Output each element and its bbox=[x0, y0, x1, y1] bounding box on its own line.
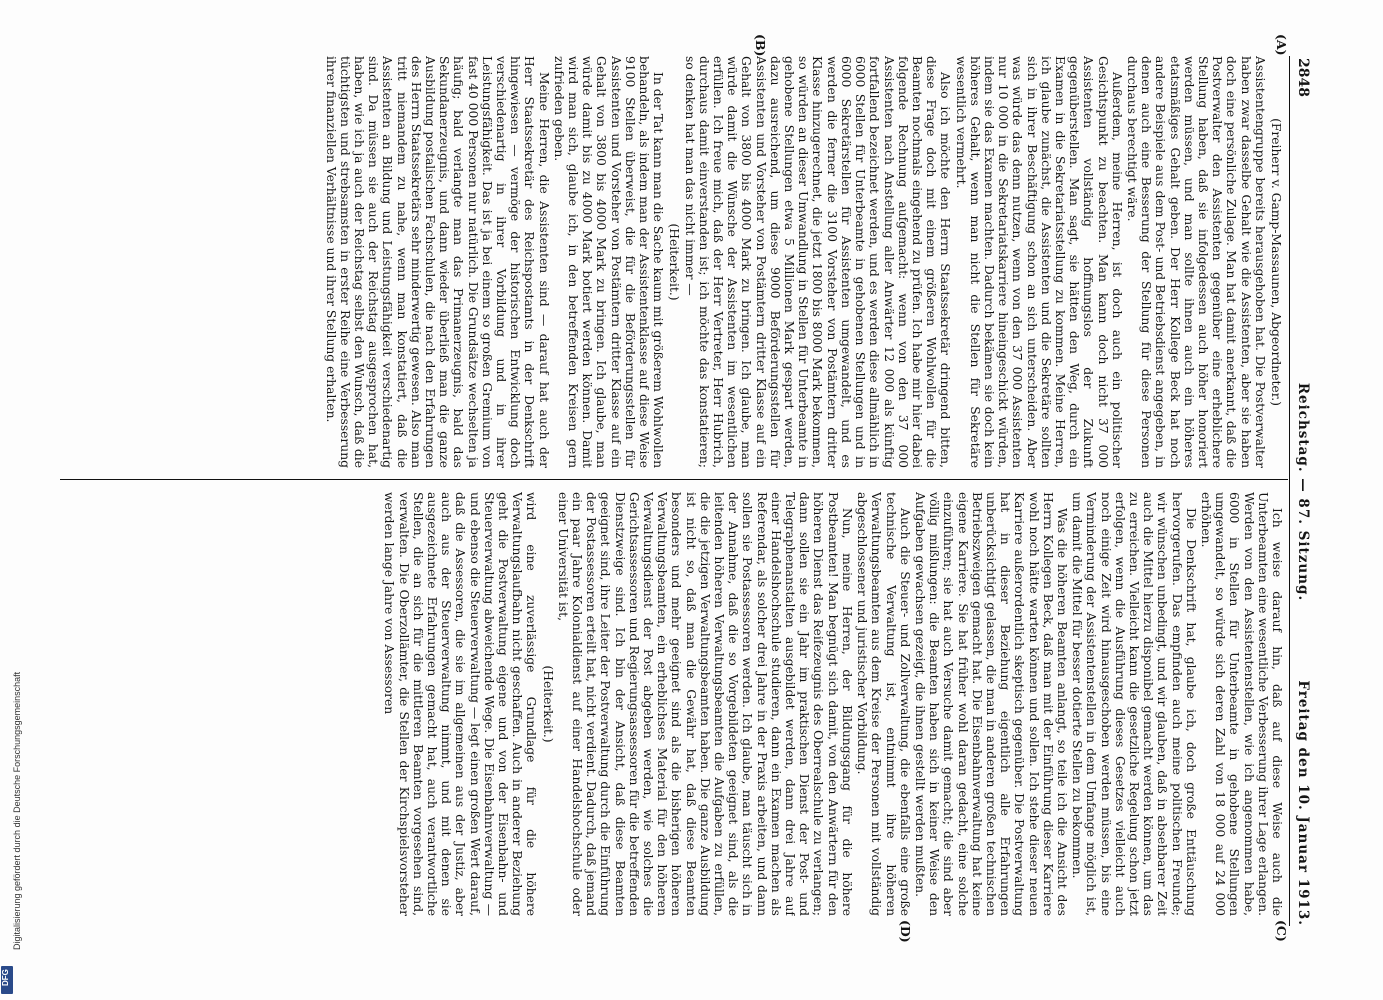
digitization-credit bbox=[0, 330, 22, 996]
page-content bbox=[60, 34, 1312, 943]
paragraph: In der Tat kann man die Sache kaum mit größerem Wohlwollen behandeln, als indem man der Assistentenklasse auf diese Weise 9100 Stellen überweist, die für die Beförderungsstellen für Assistenten und Vorsteher von Postämtern dritter Klasse auf ein Gehalt von 3800 bis 4000 Mark zu bringen. Ich glaube, man würde damit bis zu 4000 Mark botiert werden können. Damit wird man sich, glaube ich, in den betreffenden Kreisen gern zufrieden geben. bbox=[551, 56, 666, 468]
digitization-credit-text: Digitalisierung gefördert durch die Deutsche Forschungsgemeinschaft bbox=[12, 671, 22, 950]
margin-marker-b: (B) bbox=[753, 34, 768, 57]
dfg-logo bbox=[1, 966, 13, 994]
page-header bbox=[1292, 58, 1312, 926]
paragraph: Meine Herren, die Assistenten sind — darauf hat auch der Herr Staatssekretär des Reichspostamts in der Denkschrift hingewiesen — vermöge der historischen Entwicklung doch verschiedenartig in ihrer Vorbildung und in ihrer Leistungsfähigkeit. Das ist ja bei einem so großen Gremium von fast 40 000 Personen nur natürlich. Die Grundsätze wechselten ja häufig; bald verlangte man das Primanerzeugnis, bald das Sekundanerzeugnis, und dann wieder überließ man die ganze Ausbildung postalischen Fachschulen, die nach den Erfahrungen des Herrn Staatssekretärs sehr minderwertig gewesen. Also man tritt niemandem zu nahe, wenn man konstatiert, daß die Assistenten an Bildung und Leistungsfähigkeit verschiedenartig sind. Da müssen sie auch der Reichstag ausgesprochen hat, haben, wie ich ja auch der Reichstag selbst den Wunsch, daß die tüchtigsten und strebsamsten in erster Reihe eine Verbesserung ihrer finanziellen Verhältnisse und ihrer Stellung erhalten. bbox=[323, 56, 551, 468]
page-number: 2848 bbox=[1295, 58, 1311, 97]
applause-note: (Heiterkeit.) bbox=[667, 223, 682, 301]
paragraph: Die Denkschrift hat, glaube ich, doch große Enttäuschung hervorgerufen. Das empfinden auch meine politischen Freunde; wir wünschen unbedingt, und wir glauben, daß in absehbarer Zeit auch die Mittel hierzu disponibel gemacht werden können, um das zu erreichen. Vielleicht kann die gesetzliche Regelung schon jetzt erfolgen, wenn die Ausführung dieses Gesetzes vielleicht auch noch einige Zeit wird hinausgeschoben werden müssen, bis eine Verminderung der Assistentenstellen in dem Umfange möglich ist, um damit die Mittel für besser dotierte Stellen zu bekommen. bbox=[1070, 492, 1198, 916]
paragraph: Assistentengruppe bereits herausgehoben hat. Die Postverwalter haben zwar dasselbe Gehalt wie die Assistenten, aber sie haben doch eine persönliche Zulage. Man hat damit anerkannt, daß die Postverwalter den Assistenten gegenüber eine erheblichere Stellung haben, daß sie infolgedessen auch höher honoriert werden müssen, und man sollte ihnen auch ein höheres etatsmäßiges Gehalt geben. Der Herr Kollege Beck hat noch andere Beispiele aus dem Post- und Betriebsdienst angegeben, in denen auch eine Besserung der Stellung für diese Personen durchaus berechtigt wäre. bbox=[1124, 56, 1267, 468]
paragraph: Ich weise darauf hin, daß auf diese Weise auch die Unterbeamten eine wesentliche Verbesserung ihrer Lage erlangen. Werden von den Assistentenstellen, wie ich angenommen habe, 6000 in Stellen für Unterbeamte in gehobene Stellungen umgewandelt, so würde sich deren Zahl von 18 000 auf 24 000 erhöhen. bbox=[1198, 492, 1284, 916]
paragraph: Also ich möchte den Herrn Staatssekretär dringend bitten, diese Frage doch mit einem größeren Wohlwollen für die Beamten nochmals eingehend zu prüfen. Ich habe mir hier dabei folgende Rechnung aufgemacht: wenn von den 37 000 Assistenten nach Anstellung aller Anwärter 12 000 als künftig fortfallend bezeichnet werden, und es werden diese allmählich in 6000 Stellen für Unterbeamte in gehobenen Stellungen und in 6000 Sekretärstellen für Assistenten umgewandelt, und es werden die ferner die 3100 Vorsteher von Postämtern dritter Klasse hinzugerechnet, die jetzt 1800 bis 8000 Mark bekommen, so würden an dieser Umwandlung in Stellen für Unterbeamte in gehobene Stellungen etwa 5 Millionen Mark gespart werden, dazu ausreichend, um diese 9000 Beförderungsstellen für Assistenten und Vorsteher von Postämtern dritter Klasse auf ein Gehalt von 3800 bis 4000 Mark zu bringen. Ich glaube, man würde damit die Wünsche der Assistenten im wesentlichen erfüllen. Ich freue mich, daß der Herr Vertreter, Herr Hubrich, durchaus damit einverstanden ist; ich möchte das konstatieren; so denken hat man das nicht immer — bbox=[682, 56, 953, 468]
paragraph: Nun, meine Herren, der Bildungsgang für die höhere Postbeamten! Man begnügt sich damit, von den Anwärtern für den höheren Dienst das Reifezeugnis des Oberrealschule zu verlangen; dann sollen sie ein Jahr im praktischen Dienst der Post- und Telegraphenanstalten ausgebildet werden, dann drei Jahre auf einer Handelshochschule studieren, dann ein Examen machen als Referendar, als solcher drei Jahre in der Praxis arbeiten, und dann sollen sie Postassessoren werden. Ich glaube, man täuscht sich in der Annahme, daß die so Vorgebildeten geeignet sind, als die leitenden höheren Verwaltungsbeamten die Aufgaben zu erfüllen, die die jetzigen Verwaltungsbeamten haben. Die ganze Ausbildung ist nicht so, daß man die Gewähr hat, daß diese Beamten besonders und mehr geeignet sind als die bisherigen höheren Verwaltungsbeamten, ein erheblichses Material für den höheren Verwaltungsdienst der Post abgeben werden, wie solches die Gerichtsassessoren und Regierungsassessoren für die betreffenden Dienstzweige sind. Ich bin der Ansicht, daß diese Beamten geeignet sind, ihre Leiter der Postverwaltung durch die Einführung der Postassessoren erteilt hat, nicht verdient. Dadurch, daß jemand ein paar Jahre Kolonialdienst auf einer Handelshochschule oder einer Universität ist, bbox=[555, 492, 854, 916]
session-date: Freitag den 10. Januar 1913. bbox=[1295, 680, 1311, 926]
paragraph: wird eine zuverlässige Grundlage für die höhere Verwaltungslaufbahn nicht geschaffen. Auch in anderer Beziehung geht die Postverwaltung eigene und von der Eisenbahn- und Steuerverwaltung abweichende Wege. Die Eisenbahnverwaltung — und ebenso die Steuerverwaltung — legt einen großen Wert darauf, daß die Assessoren, die sie im allgemeinen aus der Justiz, aber auch aus der Steuerverwaltung nimmt, und mit denen sie ausgezeichnete Erfahrungen gemacht hat, auch verantwortliche Stellen, die an sich für die mittleren Beamten vorgesehen sind, verwalten. Die Oberzollämter, die Stellen der Kirchspielsvorsteher werden lange Jahre von Assessoren bbox=[382, 492, 539, 916]
running-title: Reichstag. — 87. Sitzung. bbox=[1295, 382, 1311, 602]
column-divider bbox=[60, 479, 1288, 480]
margin-marker-a: (A) bbox=[1274, 34, 1289, 56]
speaker-line: (Freiherr v. Gamp-Massaunen, Abgeordneter.) bbox=[1269, 118, 1283, 406]
applause-note: (Heiterkeit.) bbox=[540, 665, 555, 743]
left-column bbox=[60, 56, 1284, 468]
paragraph: Außerdem, meine Herren, ist doch auch ein politischer Gesichtspunkt zu beachten. Man kann doch nicht 37 000 Assistenten vollständig hoffnungslos der Zukunft gegenüberstellen. Man sagt, sie hätten den Weg, durch ein Examen in die Sekretariatsstellung zu kommen. Meine Herren, ich glaube zunächst, die Assistenten und die Sekretäre sollten sich in ihrer Beschäftigung schon an sich unterscheiden. Aber was würde das denn nutzen, wenn von den 37 000 Assistenten nur 10 000 in die Sekretariatskarriere hineingeschickt würden, indem sie das Examen machten. Dadurch bekämen sie doch kein höheres Gehalt, wenn man nicht die Stellen für Sekretäre wesentlich vermehrt. bbox=[953, 56, 1124, 468]
dfg-logo-text: DFG bbox=[1, 969, 10, 986]
margin-marker-d: (D) bbox=[898, 920, 913, 943]
header-rule bbox=[1289, 56, 1290, 926]
paragraph: Auch die Steuer- und Zollverwaltung, die ebenfalls eine große technische Verwaltung ist, entnimmt ihre höheren Verwaltungsbeamten aus dem Kreise der Personen mit vollständig abgeschlossener und juristischer Vorbildung. bbox=[855, 492, 912, 916]
paragraph: Was die höheren Beamten anlangt, so teile ich die Ansicht des Herrn Kollegen Beck, daß man mit der Einführung dieser Karriere wohl noch hätte warten können und sollen. Ich stehe dieser neuen Karriere außerordentlich skeptisch gegenüber. Die Postverwaltung hat in dieser Beziehung eigentlich alle Erfahrungen unberücksichtigt gelassen, die man in anderen großen technischen Betriebszweigen gemacht hat. Die Eisenbahnverwaltung hat keine eigene Karriere. Sie hat früher wohl daran gedacht, eine solche einzuführen; sie hat auch Versuche damit gemacht; die sind aber völlig mißlungen: die Beamten haben sich in keiner Weise den Aufgaben gewachsen gezeigt, die ihnen gestellt werden mußten. bbox=[912, 492, 1069, 916]
right-column bbox=[60, 492, 1284, 916]
rotated-newspaper-page bbox=[60, 34, 1312, 943]
margin-marker-c: (C) bbox=[1274, 920, 1289, 942]
